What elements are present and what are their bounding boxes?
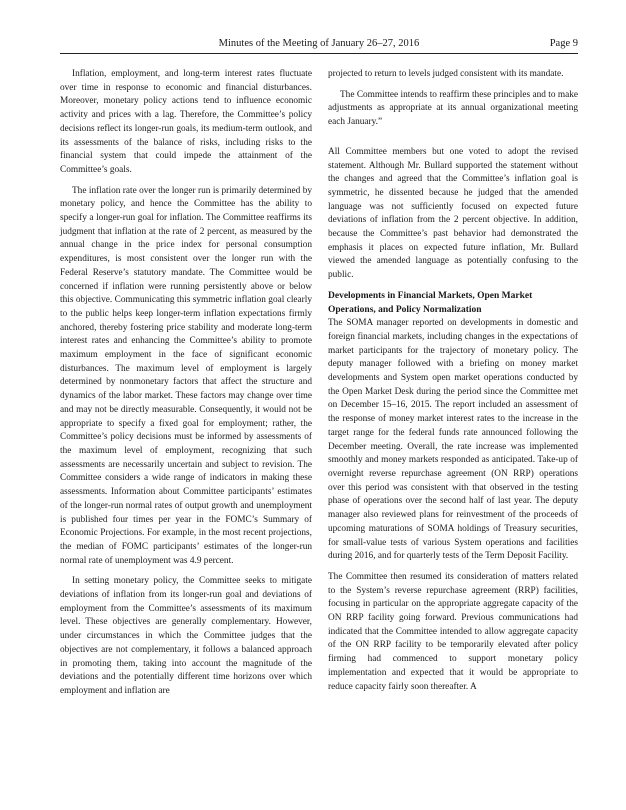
header-title: Minutes of the Meeting of January 26–27, 2016 xyxy=(218,38,420,49)
running-header xyxy=(60,38,578,54)
right-column xyxy=(328,68,578,701)
right-paragraph-1: projected to return to levels judged consistent with its mandate. xyxy=(328,69,564,79)
left-column xyxy=(60,68,312,706)
left-paragraph-1: Inflation, employment, and long-term interest rates fluctuate over time in response to economic and financial disturbances. Moreover, monetary policy actions tend to influence economic activity and prices with a lag. Therefore, the Committee’s policy decisions reflect its longer-run goals, its medium-term outlook, and its assessments of the balance of risks, including risks to the financial system that could impede the attainment of the Committee’s goals. xyxy=(60,69,312,175)
header-rule xyxy=(60,53,578,54)
right-paragraph-5: The Committee then resumed its consideration of matters related to the System’s reverse repurchase agreement (RRP) facilities, focusing in particular on the appropriate aggregate capacity of the ON RRP facility going forward. Previous communications had indicated that the Committee intended to allow aggregate capacity of the ON RRP facility to be temporarily elevated after policy firming had commenced to support monetary policy implementation and expected that it would be appropriate to reduce capacity fairly soon thereafter. A xyxy=(328,571,578,692)
left-paragraph-3: In setting monetary policy, the Committee seeks to mitigate deviations of inflation from its longer-run goal and deviations of employment from the Committee’s assessments of its maximum level. These objectives are generally complementary. However, under circumstances in which the Committee judges that the objectives are not complementary, it follows a balanced approach in promoting them, taking into account the magnitude of the deviations and the potentially different time horizons over which employment and inflation are xyxy=(60,576,312,696)
right-paragraph-2: The Committee intends to reaffirm these principles and to make adjustments as appropriate at its annual organizational meeting each January.” xyxy=(328,89,578,128)
page-number: Page 9 xyxy=(549,38,578,49)
section-heading: Developments in Financial Markets, Open Market Operations, and Policy Normalization xyxy=(328,290,533,315)
right-paragraph-3: All Committee members but one voted to adopt the revised statement. Although Mr. Bullard supported the statement without the changes and agreed that the Committee’s inflation goal is symmetric, he dissented because he judged that the amended language was not sufficiently focused on expected future deviations of inflation from the 2 percent objective. In addition, because the Committee’s past behavior had demonstrated the emphasis it places on expected future inflation, Mr. Bullard viewed the amended language as potentially confusing to the public. xyxy=(328,146,578,281)
right-paragraph-4: The SOMA manager reported on developments in domestic and foreign financial markets, including changes in the expectations of market participants for the trajectory of monetary policy. The deputy manager followed with a briefing on money market developments and System open market operations conducted by the Open Market Desk during the period since the Committee met on December 15–16, 2015. The report included an assessment of the response of money market interest rates to the increase in the target range for the federal funds rate announced following the December meeting. Overall, the rate increase was implemented smoothly and money markets responded as anticipated. Take-up of overnight reverse repurchase agreement (ON RRP) operations over this period was consistent with that observed in the testing phase of operations over the second half of last year. The deputy manager also reviewed plans for reinvestment of the proceeds of upcoming maturations of SOMA holdings of Treasury securities, for small-value tests of various System operations and facilities during 2016, and for quarterly tests of the Term Deposit Facility. xyxy=(328,318,578,562)
left-paragraph-2: The inflation rate over the longer run is primarily determined by monetary policy, and hence the Committee has the ability to specify a longer-run goal for inflation. The Committee reaffirms its judgment that inflation at the rate of 2 percent, as measured by the annual change in the price index for personal consumption expenditures, is most consistent over the longer run with the Federal Reserve’s statutory mandate. The Committee would be concerned if inflation were running persistently above or below this objective. Communicating this symmetric inflation goal clearly to the public helps keep longer-term inflation expectations firmly anchored, thereby fostering price stability and moderate long-term interest rates and enhancing the Committee’s ability to promote maximum employment in the face of significant economic disturbances. The maximum level of employment is largely determined by nonmonetary factors that affect the structure and dynamics of the labor market. These factors may change over time and may not be directly measurable. Consequently, it would not be appropriate to specify a fixed goal for employment; rather, the Committee’s policy decisions must be informed by assessments of the maximum level of employment, recognizing that such assessments are necessarily uncertain and subject to revision. The Committee considers a wide range of indicators in making these assessments. Information about Committee participants’ estimates of the longer-run normal rates of output growth and unemployment is published four times per year in the FOMC’s Summary of Economic Projections. For example, in the most recent projections, the median of FOMC participants’ estimates of the longer-run normal rate of unemployment was 4.9 percent. xyxy=(60,185,312,566)
